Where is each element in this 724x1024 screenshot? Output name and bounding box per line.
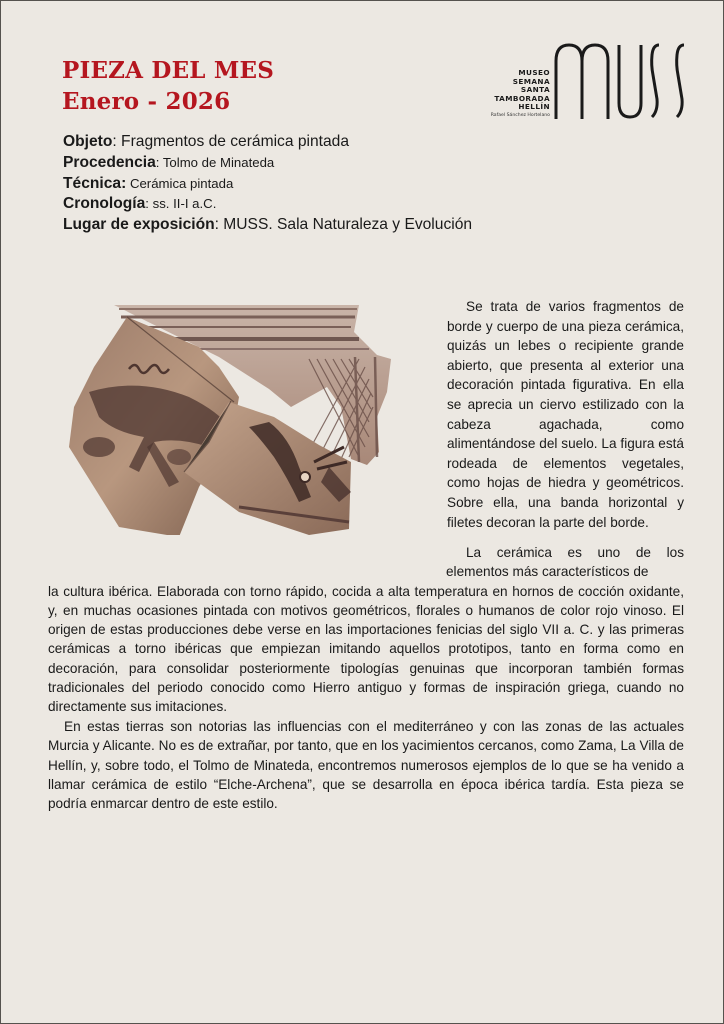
page-title: PIEZA DEL MES [62, 57, 275, 84]
paragraph-2-body: la cultura ibérica. Elaborada con torno rápido, cocida a alta temperatura en hornos de cocción oxidante, y, en muchas ocasiones pintada con motivos geométricos, florales o humanos de color rojo vinoso. El origen de estas producciones debe verse en las importaciones fenicias del siglo VII a. C. y las primeras cerámicas a torno ibéricas que empiezan imitando aquellos prototipos, tanto en forma como en decoración, para consolidar posteriormente tipologías genuinas que incorporan también formas tradicionales del periodo conocido como Hierro antiguo y formas de inspiración griega, cuando no directamente sus imitaciones. [48, 583, 684, 715]
description-paragraph-3 [48, 717, 684, 813]
info-cronologia [63, 194, 472, 215]
info-label: Objeto [63, 133, 113, 150]
logo-author: Rafael Sánchez Hortelano [490, 112, 550, 118]
logo-line: TAMBORADA [494, 93, 550, 103]
info-procedencia [63, 153, 472, 174]
description-column [447, 297, 684, 532]
logo-line: SANTA [520, 85, 550, 95]
description-paragraph-2 [48, 543, 684, 717]
object-info [63, 132, 472, 236]
info-value: Cerámica pintada [126, 175, 234, 191]
info-value: : ss. II-I a.C. [145, 196, 217, 212]
header [62, 55, 274, 117]
info-label: Técnica: [63, 174, 127, 192]
logo-line: SEMANA [512, 76, 550, 86]
paragraph-3-body: En estas tierras son notorias las influencias con el mediterráneo y con las zonas de las actuales Murcia y Alicante. No es de extrañar, por tanto, que en los yacimientos cercanos, como Zama, La Villa de Hellín, y, sobre todo, el Tolmo de Minateda, encontremos numerosos ejemplos de lo que se ha venido a llamar cerámica de estilo “Elche-Archena”, que se desarrolla en época ibérica tardía. Esta pieza se podría enmarcar dentro de este estilo. [48, 719, 684, 812]
info-label: Procedencia [63, 153, 156, 171]
paragraph-2-lead: La cerámica es uno de los elementos más característicos de [446, 545, 684, 580]
description-paragraph-1: Se trata de varios fragmentos de borde y cuerpo de una pieza cerámica, quizás un lebes o recipiente grande abierto, que presenta al exterior una decoración pintada figurativa. En ella se aprecia un ciervo estilizado con la cabeza agachada, como alimentándose del suelo. La figura está rodeada de elementos vegetales, como hojas de hiedra y geométricos. Sobre ella, una banda horizontal y filetes decoran la parte del borde. [447, 299, 684, 530]
info-tecnica [63, 174, 472, 195]
info-label: Lugar de exposición [63, 216, 215, 234]
museum-logo-text [477, 69, 550, 119]
muss-logo-icon [553, 41, 687, 119]
info-value: : Tolmo de Minateda [155, 154, 275, 170]
ceramic-fragments-photo [59, 297, 395, 535]
info-value: : Fragmentos de cerámica pintada [112, 133, 350, 150]
page-subtitle-date: Enero - 2026 [62, 88, 231, 115]
info-value: : MUSS. Sala Naturaleza y Evolución [214, 216, 473, 234]
info-lugar [63, 215, 472, 236]
info-objeto [63, 132, 472, 153]
info-label: Cronología [63, 195, 146, 213]
logo-line: HELLÍN [518, 102, 550, 112]
logo-line: MUSEO [518, 68, 550, 77]
